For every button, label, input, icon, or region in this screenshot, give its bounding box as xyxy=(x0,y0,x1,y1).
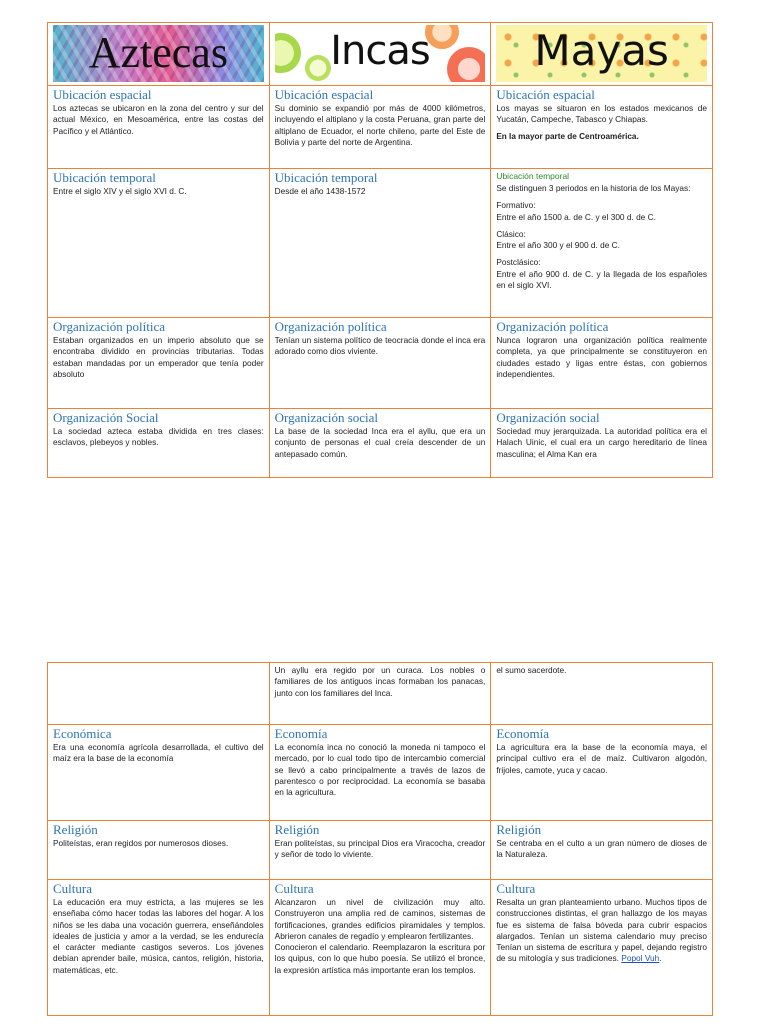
cell-text: La agricultura era la base de la economía maya, el principal cultivo era el de maíz. Cultivaron algodón, frijoles, camote, yuca y cacao. xyxy=(496,742,707,775)
cell-mayas-politica xyxy=(491,318,713,409)
period-text: Entre el año 300 y el 900 d. de C. xyxy=(496,240,620,251)
cell-aztecas-temporal xyxy=(48,169,270,318)
cell-text: Los mayas se situaron en los estados mexicanos de Yucatán, Campeche, Tabasco y Chiapas. xyxy=(496,103,707,125)
header-row xyxy=(48,23,713,86)
cell-text xyxy=(496,897,707,965)
subtitle: Organización social xyxy=(496,410,600,425)
cell-text: Los aztecas se ubicaron en la zona del centro y sur del actual México, en Mesoamérica, entre las costas del Pacífico y el Atlántico. xyxy=(53,103,264,136)
row-religion xyxy=(48,821,713,880)
cell-text-bold: En la mayor parte de Centroamérica. xyxy=(496,131,639,141)
subtitle: Organización Social xyxy=(53,410,159,425)
cell-text: Alcanzaron un nivel de civilización muy alto. Construyeron una amplia red de caminos, sistemas de fortificaciones, grandes edificios piramidales y templos. Abrieron canales de regadío y emplearon fertilizantes. xyxy=(274,897,486,941)
cell-incas-economia xyxy=(269,725,491,821)
row-social-continued xyxy=(48,663,713,725)
cell-incas-cultura xyxy=(269,880,491,1016)
subtitle: Económica xyxy=(53,726,112,741)
cell-text: La economía inca no conoció la moneda ni tampoco el mercado, por lo cual todo tipo de intercambio comercial se llevó a cabo principalmente a través de lazos de parentesco o por reciprocidad. La economía se basaba en la agricultura. xyxy=(274,742,486,798)
cell-text: Su dominio se expandió por más de 4000 kilómetros, incluyendo el altiplano y la costa Peruana, gran parte del altiplano de Ecuador, el norte chileno, parte del Este de Bolivia y parte del norte de Argentina. xyxy=(274,103,486,147)
row-organizacion-social xyxy=(48,409,713,478)
cell-mayas-cultura xyxy=(491,880,713,1016)
cell-mayas-religion xyxy=(491,821,713,880)
subtitle: Ubicación espacial xyxy=(53,87,152,102)
cell-mayas-social xyxy=(491,409,713,478)
civilizations-table-page-1 xyxy=(47,22,713,478)
period-text: Entre el año 900 d. de C. y la llegada de los españoles en el siglo XVI. xyxy=(496,268,707,291)
cell-mayas-temporal xyxy=(491,169,713,318)
subtitle: Ubicación espacial xyxy=(496,87,595,102)
link-suffix: . xyxy=(659,953,662,964)
subtitle: Religión xyxy=(53,822,98,837)
subtitle: Cultura xyxy=(274,881,314,896)
row-ubicacion-espacial xyxy=(48,86,713,169)
cell-aztecas-espacial xyxy=(48,86,270,169)
row-cultura xyxy=(48,880,713,1016)
mayas-banner xyxy=(496,25,707,82)
cell-text: Nunca lograron una organización política realmente completa, ya que principalmente se constituyeron en ciudades estado y ligas entre éstas, con gobiernos independientes. xyxy=(496,335,707,379)
cell-text: Entre el siglo XIV y el siglo XVI d. C. xyxy=(53,186,187,196)
cell-aztecas-social xyxy=(48,409,270,478)
cell-incas-social xyxy=(269,409,491,478)
cell-incas-social-cont xyxy=(269,663,491,725)
cell-incas-temporal xyxy=(269,169,491,318)
cell-text: el sumo sacerdote. xyxy=(496,665,567,675)
cell-text: Se distinguen 3 periodos en la historia de los Mayas: xyxy=(496,183,691,193)
cell-text: Politeístas, eran regidos por numerosos dioses. xyxy=(53,838,229,848)
cell-aztecas-cultura xyxy=(48,880,270,1016)
cell-text: Eran politeístas, su principal Dios era Viracocha, creador y señor de todo lo viviente. xyxy=(274,838,486,860)
row-economia xyxy=(48,725,713,821)
cell-text: Se centraba en el culto a un gran número de dioses de la Naturaleza. xyxy=(496,838,707,860)
cell-text: La sociedad azteca estaba dividida en tres clases: esclavos, plebeyos y nobles. xyxy=(53,426,264,448)
cell-text: Desde el año 1438-1572 xyxy=(274,186,366,196)
subtitle: Cultura xyxy=(53,881,92,896)
period-text: Entre el año 1500 a. de C. y el 300 d. de C. xyxy=(496,211,656,222)
subtitle: Economía xyxy=(274,726,328,741)
cell-aztecas-religion xyxy=(48,821,270,880)
mayas-title: Mayas xyxy=(534,26,669,75)
header-mayas xyxy=(491,23,713,86)
incas-banner xyxy=(275,25,486,82)
cell-mayas-social-cont xyxy=(491,663,713,725)
subtitle: Organización política xyxy=(53,319,166,334)
subtitle: Organización social xyxy=(274,410,379,425)
civilizations-table-page-2 xyxy=(47,662,713,1016)
aztecas-title: Aztecas xyxy=(88,28,228,77)
row-organizacion-politica xyxy=(48,318,713,409)
incas-title: Incas xyxy=(330,28,430,74)
subtitle: Ubicación espacial xyxy=(274,87,374,102)
cell-text: Sociedad muy jerarquizada. La autoridad política era el Halach Uinic, el cual era un cargo hereditario de línea masculina; el Alma Kan era xyxy=(496,426,707,459)
cell-text: Era una economía agrícola desarrollada, el cultivo del maíz era la base de la economía xyxy=(53,742,264,764)
cell-text: Tenían un sistema político de teocracia donde el inca era adorado como dios viviente. xyxy=(274,335,486,357)
period-label: Formativo: xyxy=(496,200,536,211)
cell-incas-religion xyxy=(269,821,491,880)
subtitle: Cultura xyxy=(496,881,536,896)
subtitle: Religión xyxy=(496,822,542,837)
subtitle: Economía xyxy=(496,726,550,741)
row-ubicacion-temporal xyxy=(48,169,713,318)
cell-mayas-economia xyxy=(491,725,713,821)
subtitle: Organización política xyxy=(274,319,387,334)
header-aztecas xyxy=(48,23,270,86)
cell-text: Conocieron el calendario. Reemplazaron la escritura por los quipus, con lo que hubo poesía. Se utilizó el bronce, la expresión artística más importante eran los templos. xyxy=(274,942,486,975)
period-label: Postclásico: xyxy=(496,257,541,268)
cell-incas-espacial xyxy=(269,86,491,169)
cell-aztecas-social-cont xyxy=(48,663,270,725)
period-label: Clásico: xyxy=(496,228,526,239)
cell-aztecas-politica xyxy=(48,318,270,409)
cell-text: La base de la sociedad Inca era el ayllu, que era un conjunto de personas el cual creía descender de un antepasado común. xyxy=(274,426,486,459)
cell-text: La educación era muy estricta, a las mujeres se les enseñaba cómo hacer todas las labores del hogar. A los niños se les daba una vocación guerrera, enseñándoles ideales de justicia y amor a la verdad, se les endurecía el carácter mediante castigos severos. Los jóvenes debían aprender baile, música, cantos, religión, historia, matemáticas, etc. xyxy=(53,897,264,975)
aztecas-banner xyxy=(53,25,264,82)
subtitle-green: Ubicación temporal xyxy=(496,171,570,181)
cell-mayas-espacial xyxy=(491,86,713,169)
subtitle: Ubicación temporal xyxy=(274,170,378,185)
header-incas xyxy=(269,23,491,86)
cultura-mayas-text: Resalta un gran planteamiento urbano. Muchos tipos de construcciones distintas, el gran hallazgo de los mayas fue es sistema de falsa bóveda para cubrir espacios alargados. Tenían un sistema calendario muy preciso Tenían un sistema de escritura y papel, dejando registro de su mitología y sus tradiciones. xyxy=(496,897,707,964)
subtitle: Ubicación temporal xyxy=(53,170,156,185)
subtitle: Organización política xyxy=(496,319,609,334)
cell-text: Estaban organizados en un imperio absoluto que se encontraba dividido en provincias tributarias. Todas estaban mandadas por un emperador que tenía poder absoluto xyxy=(53,335,264,379)
cell-text: Un ayllu era regido por un curaca. Los nobles o familiares de los antiguos incas formaban los panacas, junto con los familiares del Inca. xyxy=(274,665,486,698)
cell-incas-politica xyxy=(269,318,491,409)
cell-aztecas-economia xyxy=(48,725,270,821)
popol-vuh-link[interactable]: Popol Vuh xyxy=(621,953,660,964)
subtitle: Religión xyxy=(274,822,320,837)
